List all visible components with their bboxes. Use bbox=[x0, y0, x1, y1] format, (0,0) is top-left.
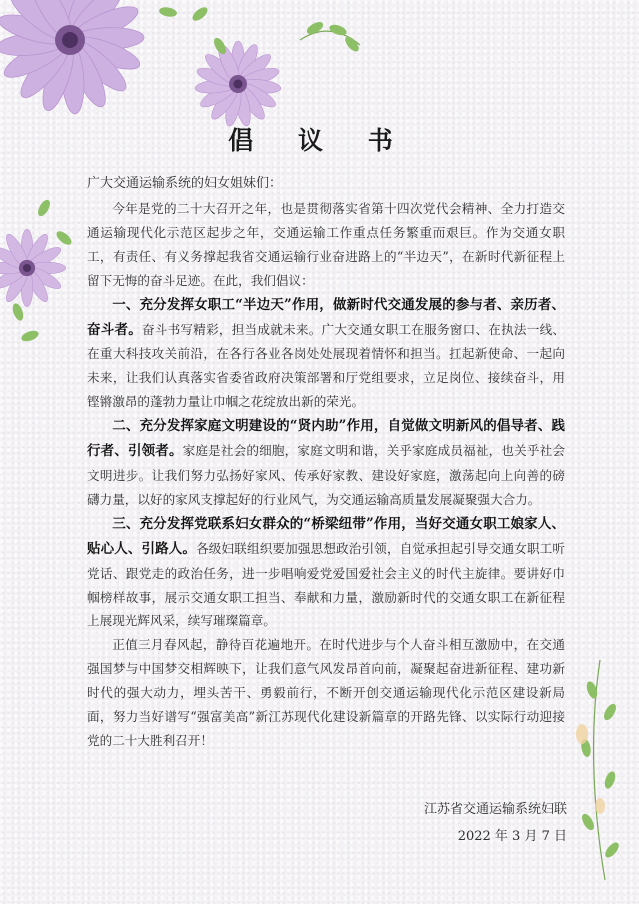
paragraph-text: 奋斗书写精彩，担当成就未来。广大交通女职工在服务窗口、在执法一线、在重大科技攻关前沿，在各行各业各岗处处展现着情怀和担当。扛起新使命、一起向未来，让我们认真落实省委省政府决策部署和厅党组要求，立足岗位、接续奋斗，用铿锵激昂的蓬勃力量让巾帼之花绽放出新的荣光。 bbox=[87, 321, 566, 410]
paragraph-text: 家庭是社会的细胞，家庭文明和谐，关乎家庭成员福祉，也关乎社会文明进步。让我们努力弘扬好家风、传承好家教、建设好家庭，激荡起向上向善的磅礴力量，以好的家风支撑起好的行业风气，为交通运输高质量发展凝聚强大合力。 bbox=[87, 443, 566, 507]
signature-block bbox=[424, 796, 567, 850]
body-text bbox=[87, 197, 565, 753]
paragraph-initiative-3 bbox=[87, 512, 565, 634]
flower-medium-icon bbox=[195, 41, 282, 127]
paragraph-initiative-1 bbox=[87, 293, 565, 415]
paragraph-text: 各级妇联组织要加强思想政治引领，自觉承担起引导交通女职工听党话、跟党走的政治任务，进一步唱响爱党爱国爱社会主义的时代主旋律。要讲好巾帼榜样故事，展示交通女职工担当、奉献和力量，激励新时代的交通女职工在新征程上展现光辉风采，续写璀璨篇章。 bbox=[87, 540, 565, 629]
initiative-heading: 二、充分发挥家庭文明建设的“贤内助”作用，自觉做文明新风的倡导者、践行者、引领者。 bbox=[87, 418, 565, 460]
paragraph-closing bbox=[87, 633, 565, 753]
document-title: 倡 议 书 bbox=[228, 126, 411, 155]
leaf-sprig-top-icon bbox=[158, 5, 361, 56]
paragraph-text: 今年是党的二十大召开之年，也是贯彻落实省第十四次党代会精神、全力打造交通运输现代化示范区起步之年，交通运输工作重点任务繁重而艰巨。作为交通女职工，有责任、有义务撑起我省交通运输行业奋进路上的“半边天”，在新时代新征程上留下无悔的奋斗足迹。在此，我们倡议： bbox=[87, 201, 565, 288]
leaf-sprig-bottom-right-icon bbox=[576, 660, 621, 880]
flower-small-icon bbox=[0, 229, 66, 306]
initiative-heading: 三、充分发挥党联系妇女群众的“桥梁纽带”作用，当好交通女职工娘家人、贴心人、引路人。 bbox=[87, 515, 565, 557]
paragraph-text: 正值三月春风起，静待百花遍地开。在时代进步与个人奋斗相互激励中，在交通强国梦与中国梦交相辉映下，让我们意气风发昂首向前，凝聚起奋进新征程、建功新时代的强大动力，埋头苦干、勇毅前行，不断开创交通运输现代化示范区建设新局面，努力当好谱写“强富美高”新江苏现代化建设新篇章的开路先锋、以实际行动迎接党的二十大胜利召开！ bbox=[87, 637, 565, 748]
signature-org: 江苏省交通运输系统妇联 bbox=[423, 802, 567, 817]
salutation: 广大交通运输系统的妇女姐妹们： bbox=[87, 176, 283, 191]
signature-date: 2022 年 3 月 7 日 bbox=[457, 829, 567, 844]
flower-large-icon bbox=[0, 0, 144, 115]
paragraph-intro bbox=[87, 197, 565, 293]
paragraph-initiative-2 bbox=[87, 414, 565, 512]
initiative-heading: 一、充分发挥女职工“半边天”作用，做新时代交通发展的参与者、亲历者、奋斗者。 bbox=[87, 296, 565, 338]
